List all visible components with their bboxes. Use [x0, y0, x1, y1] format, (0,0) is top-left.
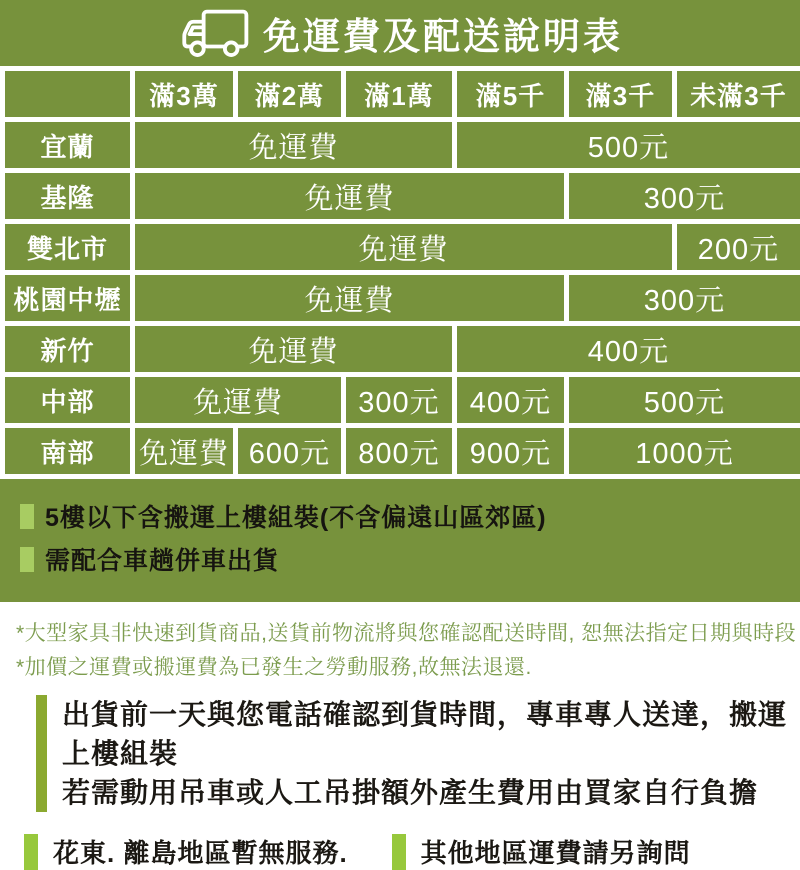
green-bar-icon — [36, 695, 47, 812]
fee-cell: 免運費 — [133, 222, 675, 273]
col-header-2: 滿1萬 — [344, 69, 455, 120]
table-row — [3, 120, 800, 171]
delivery-note-block — [36, 695, 800, 812]
table-row — [3, 324, 800, 375]
table-row — [3, 273, 800, 324]
fee-cell: 200元 — [675, 222, 800, 273]
note-line — [20, 541, 800, 577]
fee-cell: 800元 — [344, 426, 455, 477]
fee-cell: 免運費 — [133, 120, 455, 171]
fee-cell: 300元 — [567, 171, 800, 222]
fee-cell: 900元 — [455, 426, 567, 477]
table-row — [3, 222, 800, 273]
fee-cell: 400元 — [455, 324, 800, 375]
region-cell: 新竹 — [3, 324, 133, 375]
green-bar-icon — [392, 834, 406, 870]
col-header-5: 未滿3千 — [675, 69, 800, 120]
fee-cell: 免運費 — [133, 171, 567, 222]
region-cell: 南部 — [3, 426, 133, 477]
region-cell: 雙北市 — [3, 222, 133, 273]
footer-notes — [24, 833, 800, 870]
note-text: 5樓以下含搬運上樓組裝(不含偏遠山區郊區) — [45, 498, 547, 534]
fee-cell: 300元 — [344, 375, 455, 426]
fee-cell: 免運費 — [133, 273, 567, 324]
delivery-line: 若需動用吊車或人工吊掛額外產生費用由買家自行負擔 — [62, 773, 800, 812]
region-cell: 桃園中壢 — [3, 273, 133, 324]
region-cell: 宜蘭 — [3, 120, 133, 171]
bullet-square-icon — [20, 504, 34, 529]
shipping-fee-table — [0, 66, 800, 479]
table-row — [3, 375, 800, 426]
fee-cell: 500元 — [455, 120, 800, 171]
green-bar-icon — [24, 834, 38, 870]
page-title: 免運費及配送說明表 — [263, 6, 623, 60]
col-header-0: 滿3萬 — [133, 69, 236, 120]
col-header-3: 滿5千 — [455, 69, 567, 120]
region-cell: 中部 — [3, 375, 133, 426]
col-header-1: 滿2萬 — [236, 69, 344, 120]
delivery-line: 出貨前一天與您電話確認到貨時間，專車專人送達，搬運上樓組裝 — [62, 695, 800, 773]
disclaimer-notes — [16, 617, 800, 685]
fee-cell: 400元 — [455, 375, 567, 426]
region-cell: 基隆 — [3, 171, 133, 222]
disclaimer-line: *大型家具非快速到貨商品,送貨前物流將與您確認配送時間, 恕無法指定日期與時段 — [16, 617, 800, 651]
corner-cell — [3, 69, 133, 120]
fee-cell: 免運費 — [133, 324, 455, 375]
table-header-row — [3, 69, 800, 120]
note-line — [20, 498, 800, 534]
fee-cell: 免運費 — [133, 426, 236, 477]
fee-cell: 500元 — [567, 375, 800, 426]
disclaimer-line: *加價之運費或搬運費為已發生之勞動服務,故無法退還. — [16, 651, 800, 685]
truck-icon — [177, 6, 255, 60]
footer-note-text: 其他地區運費請另詢問 — [421, 833, 691, 870]
fee-cell: 免運費 — [133, 375, 344, 426]
fee-cell: 300元 — [567, 273, 800, 324]
delivery-note-text — [62, 695, 800, 812]
col-header-4: 滿3千 — [567, 69, 675, 120]
table-body — [3, 120, 800, 477]
note-text: 需配合車趟併車出貨 — [45, 541, 279, 577]
green-notes — [0, 479, 800, 602]
table-row — [3, 426, 800, 477]
fee-cell: 1000元 — [567, 426, 800, 477]
bullet-square-icon — [20, 547, 34, 572]
title-bar — [0, 0, 800, 66]
table-row — [3, 171, 800, 222]
fee-cell: 600元 — [236, 426, 344, 477]
footer-note-text: 花東. 離島地區暫無服務. — [53, 833, 348, 870]
